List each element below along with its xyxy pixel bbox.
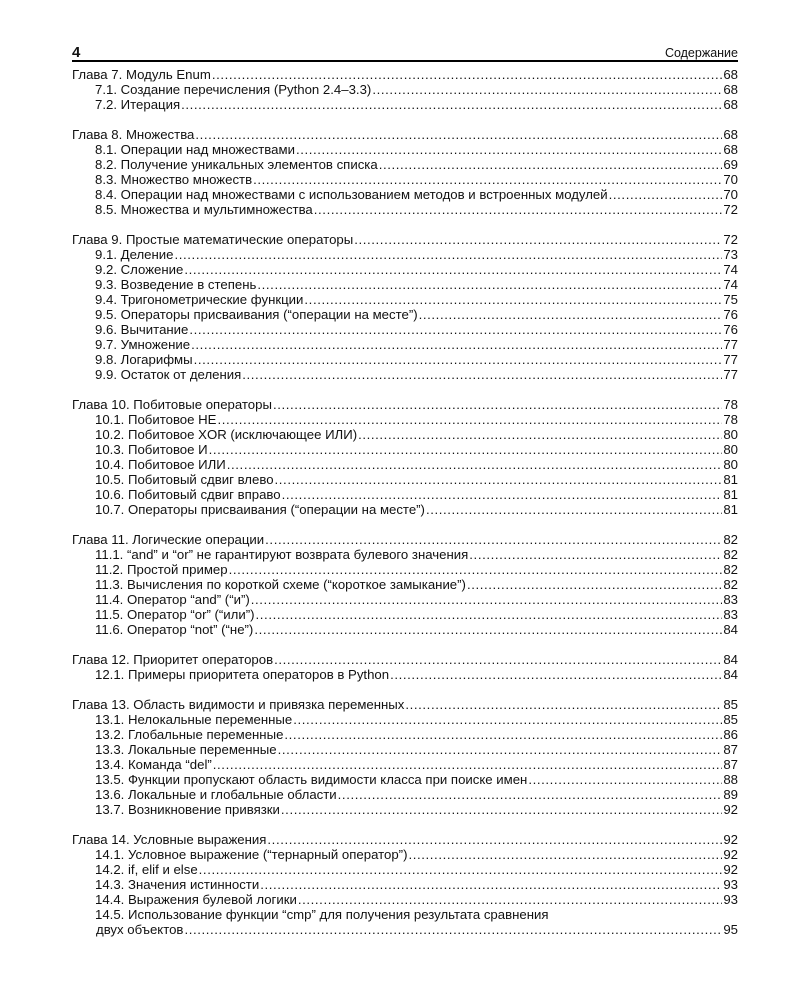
dot-leader — [419, 307, 723, 322]
dot-leader — [253, 172, 722, 187]
table-of-contents — [72, 67, 738, 937]
toc-section-entry-page: 88 — [723, 772, 738, 787]
dot-leader — [296, 142, 722, 157]
dot-leader — [278, 742, 723, 757]
toc-section-entry[interactable] — [72, 142, 738, 157]
dot-leader — [372, 82, 722, 97]
toc-section-entry-continued[interactable] — [72, 922, 738, 937]
toc-chapter-entry-title: Глава 12. Приоритет операторов — [72, 652, 274, 667]
toc-section-entry-title: 11.5. Оператор “or” (“или”) — [95, 607, 255, 622]
toc-section-entry-page: 78 — [723, 412, 738, 427]
toc-section-entry[interactable] — [72, 97, 738, 112]
toc-section-entry[interactable] — [72, 157, 738, 172]
toc-section-entry[interactable] — [72, 547, 738, 562]
toc-section-entry-title: 13.6. Локальные и глобальные области — [95, 787, 337, 802]
toc-section-entry[interactable] — [72, 457, 738, 472]
toc-section-entry[interactable] — [72, 862, 738, 877]
toc-chapter-entry-page: 92 — [723, 832, 738, 847]
toc-chapter-entry[interactable] — [72, 652, 738, 667]
dot-leader — [282, 487, 723, 502]
toc-section-entry-title: 13.5. Функции пропускают область видимости класса при поиске имен — [95, 772, 528, 787]
toc-section-entry-page: 93 — [723, 892, 738, 907]
dot-leader — [194, 352, 723, 367]
toc-section-entry-page: 68 — [723, 82, 738, 97]
toc-chapter-entry-page: 82 — [723, 532, 738, 547]
toc-section-entry[interactable] — [72, 172, 738, 187]
page-number: 4 — [72, 44, 81, 61]
toc-section-entry-title: 9.4. Тригонометрические функции — [95, 292, 304, 307]
toc-section-entry-page: 80 — [723, 442, 738, 457]
toc-section-entry-title: 10.3. Побитовое И — [95, 442, 208, 457]
dot-leader — [209, 442, 723, 457]
toc-section-entry-title: 9.8. Логарифмы — [95, 352, 193, 367]
page — [72, 40, 738, 952]
dot-leader — [293, 712, 722, 727]
toc-section-entry[interactable] — [72, 592, 738, 607]
toc-section-entry-title: 8.4. Операции над множествами с использованием методов и встроенных модулей — [95, 187, 608, 202]
toc-section-entry[interactable] — [72, 727, 738, 742]
toc-chapter-entry-page: 68 — [723, 127, 738, 142]
toc-section-entry-page: 75 — [723, 292, 738, 307]
toc-section-entry-title: 8.3. Множество множеств — [95, 172, 253, 187]
toc-section-entry-page: 82 — [723, 562, 738, 577]
toc-chapter — [72, 832, 738, 937]
toc-section-entry[interactable] — [72, 262, 738, 277]
toc-section-entry-title: 12.1. Примеры приоритета операторов в Python — [95, 667, 390, 682]
toc-section-entry-page: 74 — [723, 277, 738, 292]
dot-leader — [275, 472, 723, 487]
dot-leader — [298, 892, 722, 907]
toc-section-entry[interactable] — [72, 187, 738, 202]
toc-section-entry[interactable] — [72, 337, 738, 352]
toc-chapter-entry[interactable] — [72, 532, 738, 547]
toc-section-entry-page: 84 — [723, 667, 738, 682]
toc-chapter — [72, 652, 738, 682]
toc-section-entry-continued-title: двух объектов — [96, 922, 184, 937]
toc-section-entry[interactable] — [72, 712, 738, 727]
toc-section-entry-title: 13.4. Команда “del” — [95, 757, 212, 772]
toc-section-entry-title: 13.3. Локальные переменные — [95, 742, 277, 757]
dot-leader — [314, 202, 723, 217]
toc-section-entry-title: 14.2. if, elif и else — [95, 862, 198, 877]
page-header — [72, 40, 738, 62]
toc-section-entry[interactable] — [72, 772, 738, 787]
toc-section-entry-page: 85 — [723, 712, 738, 727]
toc-section-entry[interactable] — [72, 787, 738, 802]
toc-section-entry-title: 10.6. Побитовый сдвиг вправо — [95, 487, 281, 502]
dot-leader — [184, 262, 722, 277]
toc-section-entry[interactable] — [72, 847, 738, 862]
dot-leader — [273, 397, 722, 412]
dot-leader — [254, 622, 722, 637]
toc-section-entry-title: 9.7. Умножение — [95, 337, 191, 352]
toc-chapter-entry-title: Глава 10. Побитовые операторы — [72, 397, 272, 412]
toc-section-entry-title: 11.2. Простой пример — [95, 562, 228, 577]
dot-leader — [227, 457, 723, 472]
toc-chapter-entry[interactable] — [72, 127, 738, 142]
toc-section-entry-page: 70 — [723, 187, 738, 202]
toc-section-entry-page: 81 — [723, 487, 738, 502]
toc-section-entry-title: 14.3. Значения истинности — [95, 877, 260, 892]
dot-leader — [175, 247, 723, 262]
dot-leader — [405, 697, 722, 712]
toc-section-entry-page: 77 — [723, 352, 738, 367]
toc-chapter-entry-title: Глава 9. Простые математические операторы — [72, 232, 354, 247]
dot-leader — [212, 67, 723, 82]
toc-section-entry-title: 11.6. Оператор “not” (“не”) — [95, 622, 254, 637]
toc-section-entry-page: 80 — [723, 457, 738, 472]
toc-section-entry-page: 72 — [723, 202, 738, 217]
toc-section-entry[interactable] — [72, 892, 738, 907]
toc-section-entry-page: 82 — [723, 577, 738, 592]
toc-section-entry-title: 11.4. Оператор “and” (“и”) — [95, 592, 250, 607]
toc-section-entry-page: 81 — [723, 502, 738, 517]
toc-section-entry[interactable] — [72, 322, 738, 337]
toc-section-entry-title: 10.4. Побитовое ИЛИ — [95, 457, 226, 472]
dot-leader — [358, 427, 722, 442]
dot-leader — [217, 412, 722, 427]
dot-leader — [191, 337, 722, 352]
toc-section-entry[interactable] — [72, 622, 738, 637]
toc-section-entry[interactable] — [72, 502, 738, 517]
dot-leader — [199, 862, 723, 877]
dot-leader — [257, 277, 722, 292]
toc-section-entry-title: 13.7. Возникновение привязки — [95, 802, 280, 817]
toc-section-entry-page: 82 — [723, 547, 738, 562]
dot-leader — [184, 922, 722, 937]
toc-section-entry-page: 69 — [723, 157, 738, 172]
toc-section-entry-title: 9.9. Остаток от деления — [95, 367, 242, 382]
toc-section-entry-page: 93 — [723, 877, 738, 892]
toc-chapter — [72, 697, 738, 817]
toc-section-entry-page: 76 — [723, 322, 738, 337]
dot-leader — [304, 292, 722, 307]
dot-leader — [408, 847, 722, 862]
toc-chapter-entry-page: 85 — [723, 697, 738, 712]
toc-section-entry-title: 7.1. Создание перечисления (Python 2.4–3.3) — [95, 82, 372, 97]
dot-leader — [354, 232, 722, 247]
toc-section-entry-page: 92 — [723, 862, 738, 877]
toc-section-entry-page: 81 — [723, 472, 738, 487]
dot-leader — [274, 652, 722, 667]
toc-section-entry-title: 8.2. Получение уникальных элементов списка — [95, 157, 378, 172]
toc-section-entry[interactable] — [72, 427, 738, 442]
toc-section-entry[interactable] — [72, 607, 738, 622]
dot-leader — [469, 547, 722, 562]
toc-section-entry-title: 10.5. Побитовый сдвиг влево — [95, 472, 274, 487]
dot-leader — [281, 802, 722, 817]
toc-section-entry[interactable] — [72, 757, 738, 772]
toc-chapter-entry-page: 72 — [723, 232, 738, 247]
toc-section-entry[interactable] — [72, 277, 738, 292]
toc-section-entry[interactable] — [72, 442, 738, 457]
toc-section-entry-title: 11.3. Вычисления по короткой схеме (“короткое замыкание”) — [95, 577, 466, 592]
toc-chapter-entry-title: Глава 13. Область видимости и привязка переменных — [72, 697, 405, 712]
dot-leader — [181, 97, 722, 112]
dot-leader — [284, 727, 722, 742]
toc-section-entry-title: 13.2. Глобальные переменные — [95, 727, 284, 742]
toc-section-entry-title: 7.2. Итерация — [95, 97, 181, 112]
dot-leader — [467, 577, 722, 592]
toc-section-entry[interactable] — [72, 577, 738, 592]
toc-section-entry[interactable] — [72, 352, 738, 367]
toc-chapter-entry[interactable] — [72, 697, 738, 712]
toc-section-entry-title: 9.1. Деление — [95, 247, 174, 262]
toc-section-entry-page: 83 — [723, 607, 738, 622]
toc-section-entry-title: 10.2. Побитовое XOR (исключающее ИЛИ) — [95, 427, 358, 442]
dot-leader — [256, 607, 723, 622]
toc-section-entry-page: 87 — [723, 757, 738, 772]
toc-chapter-entry[interactable] — [72, 67, 738, 82]
dot-leader — [609, 187, 723, 202]
toc-section-entry[interactable] — [72, 877, 738, 892]
dot-leader — [390, 667, 722, 682]
toc-chapter-entry-page: 78 — [723, 397, 738, 412]
toc-section-entry-page: 89 — [723, 787, 738, 802]
toc-section-entry-page: 83 — [723, 592, 738, 607]
toc-section-entry-title: 9.5. Операторы присваивания (“операции на месте”) — [95, 307, 418, 322]
toc-section-entry[interactable] — [72, 802, 738, 817]
toc-section-entry-title: 9.6. Вычитание — [95, 322, 189, 337]
toc-section-entry-page: 77 — [723, 367, 738, 382]
running-title: Содержание — [664, 46, 738, 60]
toc-section-entry-title: 14.1. Условное выражение (“тернарный оператор”) — [95, 847, 408, 862]
toc-section-entry[interactable] — [72, 307, 738, 322]
toc-chapter — [72, 397, 738, 517]
toc-section-entry[interactable] — [72, 742, 738, 757]
toc-chapter-entry[interactable] — [72, 397, 738, 412]
toc-section-entry-page: 86 — [723, 727, 738, 742]
dot-leader — [426, 502, 722, 517]
toc-section-entry-title: 8.1. Операции над множествами — [95, 142, 295, 157]
toc-chapter — [72, 127, 738, 217]
toc-chapter — [72, 232, 738, 382]
toc-section-entry-page: 70 — [723, 172, 738, 187]
toc-section-entry-page: 74 — [723, 262, 738, 277]
toc-section-entry-title: 14.5. Использование функции “cmp” для получения результата сравнения — [95, 907, 549, 922]
toc-section-entry[interactable] — [72, 412, 738, 427]
toc-section-entry-title: 11.1. “and” и “or” не гарантируют возврата булевого значения — [95, 547, 469, 562]
toc-section-entry[interactable] — [72, 487, 738, 502]
dot-leader — [242, 367, 722, 382]
toc-chapter-entry-page: 68 — [723, 67, 738, 82]
toc-section-entry-title: 14.4. Выражения булевой логики — [95, 892, 297, 907]
toc-section-entry[interactable] — [72, 472, 738, 487]
dot-leader — [251, 592, 723, 607]
toc-section-entry[interactable] — [72, 367, 738, 382]
toc-section-entry[interactable] — [72, 82, 738, 97]
toc-section-entry-title: 9.3. Возведение в степень — [95, 277, 257, 292]
dot-leader — [267, 832, 722, 847]
toc-section-entry-page: 77 — [723, 337, 738, 352]
toc-section-entry[interactable] — [72, 562, 738, 577]
toc-section-entry-page: 76 — [723, 307, 738, 322]
dot-leader — [265, 532, 722, 547]
toc-section-entry[interactable] — [72, 667, 738, 682]
toc-section-entry[interactable] — [72, 247, 738, 262]
toc-section-entry-page: 73 — [723, 247, 738, 262]
toc-chapter-entry-page: 84 — [723, 652, 738, 667]
dot-leader — [195, 127, 722, 142]
toc-section-entry-page: 92 — [723, 847, 738, 862]
dot-leader — [379, 157, 723, 172]
toc-section-entry[interactable] — [72, 292, 738, 307]
toc-section-entry-page: 80 — [723, 427, 738, 442]
toc-section-entry-page: 84 — [723, 622, 738, 637]
toc-chapter-entry-title: Глава 8. Множества — [72, 127, 195, 142]
dot-leader — [189, 322, 722, 337]
toc-chapter-entry[interactable] — [72, 232, 738, 247]
dot-leader — [338, 787, 723, 802]
toc-section-entry[interactable] — [72, 202, 738, 217]
dot-leader — [213, 757, 723, 772]
toc-section-entry-title: 10.7. Операторы присваивания (“операции на месте”) — [95, 502, 425, 517]
toc-section-entry-page: 68 — [723, 142, 738, 157]
dot-leader — [528, 772, 722, 787]
toc-section-entry-title: 13.1. Нелокальные переменные — [95, 712, 293, 727]
dot-leader — [229, 562, 723, 577]
toc-chapter — [72, 67, 738, 112]
toc-chapter-entry-title: Глава 7. Модуль Enum — [72, 67, 211, 82]
toc-chapter-entry-title: Глава 11. Логические операции — [72, 532, 265, 547]
toc-section-entry-page: 68 — [723, 97, 738, 112]
toc-section-entry-continued-page: 95 — [723, 922, 738, 937]
toc-section-entry-title: 8.5. Множества и мультимножества — [95, 202, 313, 217]
toc-section-entry-title: 10.1. Побитовое НЕ — [95, 412, 217, 427]
toc-section-entry-title: 9.2. Сложение — [95, 262, 184, 277]
dot-leader — [260, 877, 722, 892]
toc-section-entry[interactable] — [72, 907, 738, 922]
toc-section-entry-page: 87 — [723, 742, 738, 757]
toc-chapter-entry[interactable] — [72, 832, 738, 847]
toc-chapter — [72, 532, 738, 637]
toc-chapter-entry-title: Глава 14. Условные выражения — [72, 832, 267, 847]
toc-section-entry-page: 92 — [723, 802, 738, 817]
